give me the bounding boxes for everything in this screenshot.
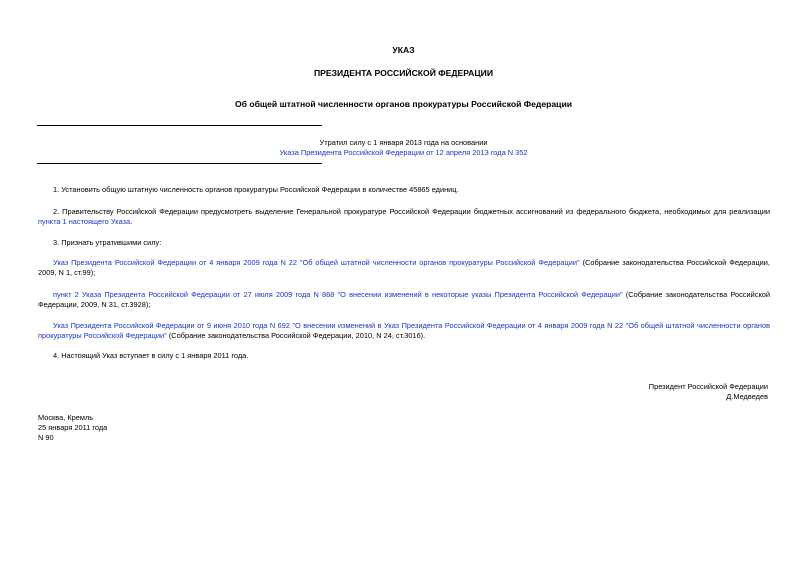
signing-place: Москва, Кремль	[38, 413, 94, 422]
decree-number: N 90	[38, 432, 54, 442]
lost-force-basis-row	[0, 148, 807, 158]
signature-block	[649, 382, 768, 402]
paragraph-2-text: 2. Правительству Российской Федерации предусмотреть выделение Генеральной прокуратуре Российской Федерации бюджетных ассигнований из федерального бюджета, необходимых для реализации	[53, 207, 770, 216]
point-1-link[interactable]: пункта 1 настоящего Указа	[38, 216, 131, 226]
basis-decree-link[interactable]: Указа Президента Российской Федерации от 12 апреля 2013 года N 352	[279, 148, 528, 157]
document-title: УКАЗ	[392, 45, 415, 55]
paragraph-4: 4. Настоящий Указ вступает в силу с 1 января 2011 года.	[53, 351, 249, 360]
signature-position: Президент Российской Федерации	[648, 382, 768, 391]
repealed-3-source: (Собрание законодательства Российской Федерации, 2010, N 24, ст.3016).	[166, 330, 426, 340]
repealed-decree-868-link[interactable]: пункт 2 Указа Президента Российской Федерации от 27 июля 2009 года N 868 "О внесении изменений в некоторые указы Президента Российской Федерации"	[53, 290, 623, 299]
signing-details	[38, 413, 107, 443]
paragraph-repealed-1	[38, 258, 770, 278]
repealed-1-source: (Собрание законодательства Российской Федерации, 2009, N 1, ст.99);	[38, 258, 770, 277]
paragraph-repealed-3	[38, 321, 770, 341]
document-heading: Об общей штатной численности органов прокуратуры Российской Федерации	[234, 99, 573, 109]
repealed-2-source: (Собрание законодательства Российской Федерации, 2009, N 31, ст.3928);	[38, 290, 770, 309]
paragraph-3: 3. Признать утратившими силу:	[53, 238, 162, 247]
paragraph-1: 1. Установить общую штатную численность органов прокуратуры Российской Федерации в количестве 45865 единиц.	[53, 185, 459, 194]
paragraph-repealed-2	[38, 290, 770, 310]
repealed-decree-692-link[interactable]: Указ Президента Российской Федерации от 9 июня 2010 года N 692 "О внесении изменений в Указ Президента Российской Федерации от 4 января 2009 года N 22 "Об общей штатной численности органов прокуратуры Российской Федерации"	[38, 321, 770, 340]
divider-bottom	[37, 163, 322, 164]
lost-force-note: Утратил силу с 1 января 2013 года на основании	[319, 138, 488, 147]
document-subtitle: ПРЕЗИДЕНТА РОССИЙСКОЙ ФЕДЕРАЦИИ	[313, 68, 494, 78]
divider-top	[37, 125, 322, 126]
repealed-decree-22-link[interactable]: Указ Президента Российской Федерации от 4 января 2009 года N 22 "Об общей штатной численности органов прокуратуры Российской Федерации"	[53, 258, 580, 267]
paragraph-2	[38, 207, 770, 227]
paragraph-2-end: .	[130, 216, 133, 226]
signing-date: 25 января 2011 года	[38, 422, 108, 432]
signature-name: Д.Медведев	[726, 391, 768, 401]
